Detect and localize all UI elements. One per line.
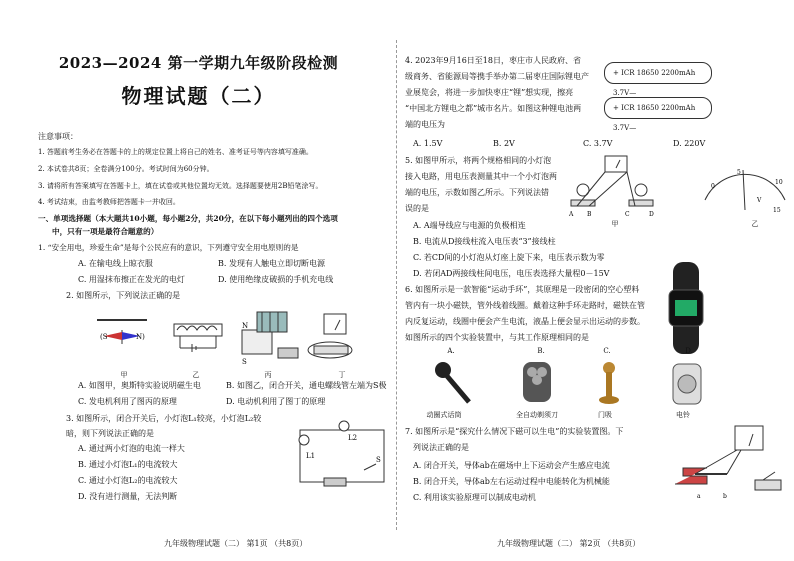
svg-text:10: 10 xyxy=(775,179,783,186)
question-4-stem-3: 业展览会，将进一步加快枣庄“锂”想实现，擦亮 xyxy=(405,88,574,97)
right-page xyxy=(397,0,794,561)
q1-option-a: A. 在输电线上晾衣服 xyxy=(78,259,153,268)
battery-image-2 xyxy=(604,97,712,132)
q1-option-d: D. 使用绝缘皮破损的手机充电线 xyxy=(218,275,334,284)
battery-image-1 xyxy=(604,62,712,97)
question-6-stem-1: 6. 如图所示是一款智能“运动手环”，其原理是一段密闭的空心塑料 xyxy=(405,285,640,294)
question-5-stem-3: 端的电压，示数如图乙所示。下列说法错 xyxy=(405,188,549,197)
q2-figures xyxy=(92,308,392,370)
svg-text:(S: (S xyxy=(100,333,108,341)
q4-option-b: B. 2V xyxy=(493,139,515,148)
q2-option-b: B. 如图乙，闭合开关，通电螺线管左端为S极 xyxy=(226,381,387,390)
q1-option-b: B. 发现有人触电立即切断电源 xyxy=(218,259,325,268)
q5-option-c: C. 若CD间的小灯泡从灯座上旋下来，电压表示数为零 xyxy=(413,253,605,262)
q2-fig-label-jia: 甲 xyxy=(120,371,128,379)
left-page-footer: 九年级物理试题（二） 第1页 （共8页） xyxy=(164,539,308,548)
question-3-stem-1: 3. 如图所示，闭合开关后，小灯泡L₁较亮，小灯泡L₂较 xyxy=(66,414,262,423)
notes-header: 注意事项： xyxy=(38,132,78,141)
q3-option-c: C. 通过小灯泡L₂的电流较大 xyxy=(78,476,178,485)
battery-label-2: + ICR 18650 2200mAh 3.7V— xyxy=(613,104,696,132)
svg-text:N: N xyxy=(242,322,249,330)
svg-text:D: D xyxy=(649,211,654,218)
question-5-stem-1: 5. 如图甲所示，将两个规格相同的小灯泡 xyxy=(405,156,552,165)
q3-option-d: D. 没有进行测量，无法判断 xyxy=(78,492,178,501)
question-1-stem: 1. “安全用电，珍爱生命”是每个公民应有的意识，下列遵守安全用电原则的是 xyxy=(38,243,299,252)
q5-option-b: B. 电流从D接线柱流入电压表“3”接线柱 xyxy=(413,237,556,246)
q2-fig-label-ding: 丁 xyxy=(338,371,346,379)
note-4: 4. 考试结束，由监考教师把答题卡一并收回。 xyxy=(38,198,180,206)
question-6-stem-2: 管内有一块小磁铁，管外线着线圈。戴着这种手环走路时，磁铁在管 xyxy=(405,301,645,310)
q2-option-d: D. 电动机利用了图丁的原理 xyxy=(226,397,326,406)
question-7-stem-2: 列说法正确的是 xyxy=(413,443,469,452)
q6-device-images xyxy=(417,360,757,408)
question-5-stem-4: 误的是 xyxy=(405,204,429,213)
q2-fig-label-bing: 丙 xyxy=(264,371,272,379)
question-4-stem-2: 级商务、省能源局等携手举办第二届枣庄国际锂电产 xyxy=(405,72,589,81)
svg-text:15: 15 xyxy=(773,207,781,214)
q3-option-b: B. 通过小灯泡L₁的电流较大 xyxy=(78,460,178,469)
svg-text:L1: L1 xyxy=(306,452,316,460)
q6-caption-c: 门吸 xyxy=(598,411,612,419)
q5-option-d: D. 若闭AD两接线柱间电压，电压表选择大量程0－15V xyxy=(413,269,610,278)
svg-text:N): N) xyxy=(136,333,145,341)
q5-fig-label-jia: 甲 xyxy=(611,220,619,228)
door-stopper-icon xyxy=(599,362,619,404)
question-3-stem-2: 暗，则下列说法正确的是 xyxy=(66,429,154,438)
smart-band-image xyxy=(655,262,717,354)
svg-text:b: b xyxy=(723,493,727,500)
q3-circuit-figure xyxy=(290,412,394,504)
q6-choice-b: B. xyxy=(537,347,545,355)
q2-fig-label-yi: 乙 xyxy=(192,371,200,379)
question-5-stem-2: 接入电路，用电压表测量其中一个小灯泡两 xyxy=(405,172,557,181)
question-4-stem-5: 端的电压为 xyxy=(405,120,445,129)
svg-text:S: S xyxy=(242,358,247,366)
doorbell-icon xyxy=(673,364,701,404)
q7-apparatus-figure xyxy=(667,424,787,504)
exam-title: 2023—2024 第一学期九年级阶段检测 xyxy=(58,54,339,72)
q6-caption-d: 电铃 xyxy=(676,411,690,419)
q4-option-a: A. 1.5V xyxy=(413,139,443,148)
section-1-header: 一、单项选择题（本大题共10小题，每小题2分，共20分，在以下每小题列出的四个选项 xyxy=(38,214,338,223)
section-1-header-cont: 中，只有一项是最符合题意的） xyxy=(52,227,159,236)
q4-option-d: D. 220V xyxy=(673,139,706,148)
svg-text:V: V xyxy=(757,197,762,204)
q5-option-a: A. A端导线应与电源的负极相连 xyxy=(413,221,526,230)
microphone-icon xyxy=(435,362,469,402)
question-6-stem-3: 内反复运动，线圈中便会产生电流，液晶上便会显示出运动的步数。 xyxy=(405,317,645,326)
question-7-stem-1: 7. 如图所示是“探究什么情况下磁可以生电”的实验装置图。下 xyxy=(405,427,624,436)
shaver-icon xyxy=(523,362,551,402)
q4-option-c: C. 3.7V xyxy=(583,139,613,148)
q2-option-a: A. 如图甲，奥斯特实验说明磁生电 xyxy=(78,381,201,390)
note-3: 3. 请将所有答案填写在答题卡上，填在试卷或其他位置均无效。选择题要使用2B铅笔涂写。 xyxy=(38,182,323,190)
q6-choice-a: A. xyxy=(447,347,455,355)
q3-option-a: A. 通过两小灯泡的电流一样大 xyxy=(78,444,185,453)
battery-label-1: + ICR 18650 2200mAh 3.7V— xyxy=(613,69,696,97)
q7-option-a: A. 闭合开关，导体ab在磁场中上下运动会产生感应电流 xyxy=(413,461,610,470)
q7-option-c: C. 利用该实验原理可以制成电动机 xyxy=(413,493,536,502)
q6-choice-d: D. xyxy=(685,347,693,355)
note-1: 1. 答题前考生务必在答题卡的上的规定位置上将自己的姓名、准考证号等内容填写准确。 xyxy=(38,148,313,156)
exam-subtitle: 物理试题（二） xyxy=(121,84,276,108)
question-4-stem-1: 4. 2023年9月16日至18日，枣庄市人民政府、省 xyxy=(405,56,581,65)
svg-text:L2: L2 xyxy=(348,434,358,442)
svg-text:5: 5 xyxy=(737,169,741,176)
svg-text:a: a xyxy=(697,493,701,500)
svg-text:B: B xyxy=(587,211,592,218)
right-page-footer: 九年级物理试题（二） 第2页 （共8页） xyxy=(497,539,641,548)
q6-caption-b: 全自动剃须刀 xyxy=(516,411,558,419)
svg-text:0: 0 xyxy=(711,183,715,190)
q5-figures xyxy=(565,150,791,222)
q6-caption-a: 动圈式话筒 xyxy=(426,411,462,419)
note-2: 2. 本试卷共8页；全卷满分100分。考试时间为60分钟。 xyxy=(38,165,214,173)
q7-option-b: B. 闭合开关，导体ab左右运动过程中电能转化为机械能 xyxy=(413,477,610,486)
question-2-stem: 2. 如图所示，下列说法正确的是 xyxy=(66,291,181,300)
q1-option-c: C. 用湿抹布擦正在发光的电灯 xyxy=(78,275,185,284)
svg-text:A: A xyxy=(569,211,574,218)
q2-option-c: C. 发电机利用了图丙的原理 xyxy=(78,397,177,406)
q6-choice-c: C. xyxy=(603,347,611,355)
question-4-stem-4: “中国北方锂电之都”城市名片。如图这种锂电池两 xyxy=(405,104,582,113)
svg-text:C: C xyxy=(625,211,630,218)
q5-fig-label-yi: 乙 xyxy=(751,220,759,228)
question-6-stem-4: 如图所示的四个实验装置中，与其工作原理相同的是 xyxy=(405,333,589,342)
svg-text:S: S xyxy=(376,456,381,464)
